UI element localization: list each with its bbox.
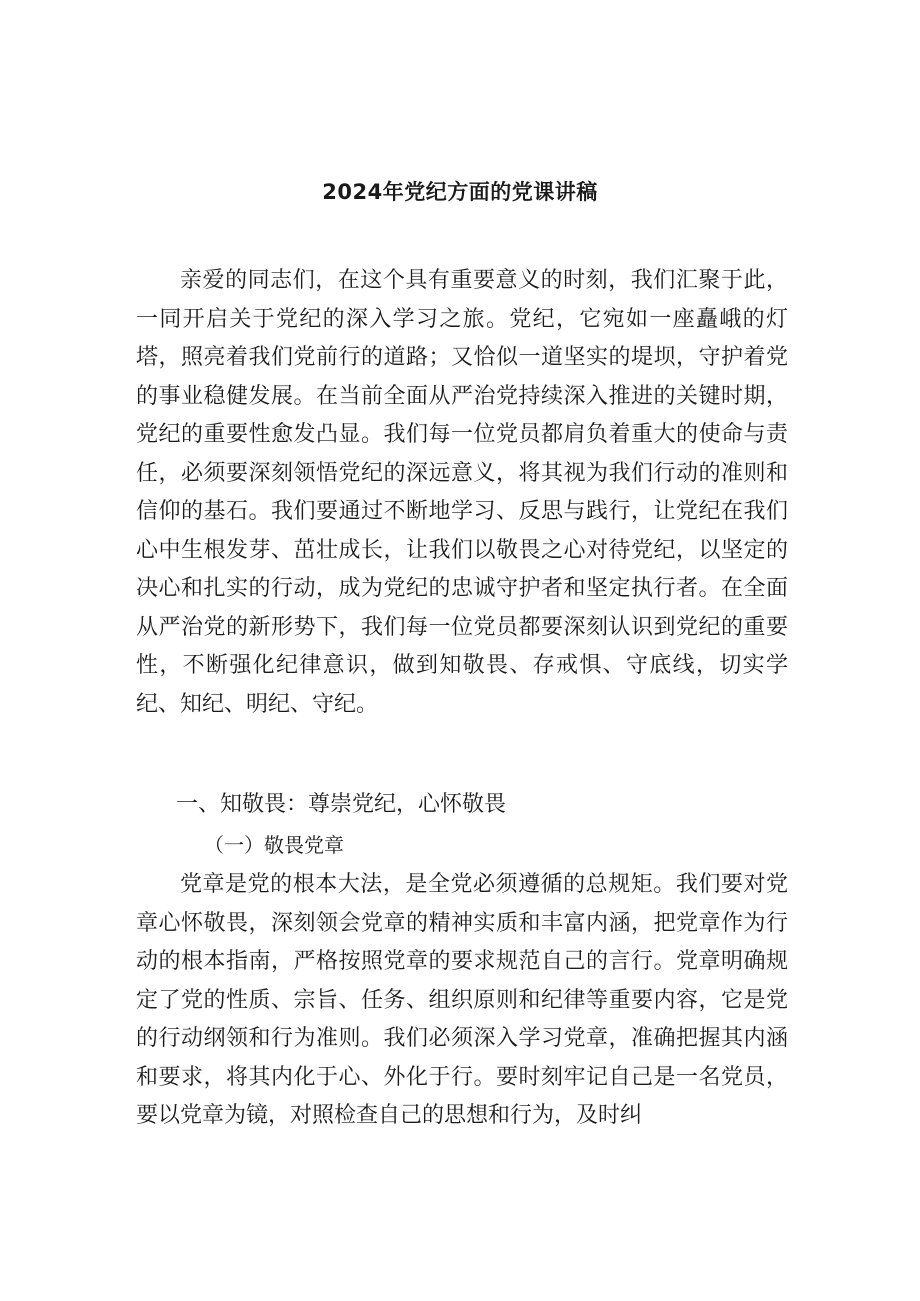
intro-paragraph: 亲爱的同志们，在这个具有重要意义的时刻，我们汇聚于此，一同开启关于党纪的深入学习之旅。党纪，它宛如一座矗峨的灯塔，照亮着我们党前行的道路；又恰似一道坚实的堤坝，守护着党的事业稳健发展。在当前全面从严治党持续深入推进的关键时期，党纪的重要性愈发凸显。我们每一位党员都肩负着重大的使命与责任，必须要深刻领悟党纪的深远意义，将其视为我们行动的准则和信仰的基石。我们要通过不断地学习、反思与践行，让党纪在我们心中生根发芽、茁壮成长，让我们以敬畏之心对待党纪，以坚定的决心和扎实的行动，成为党纪的忠诚守护者和坚定执行者。在全面从严治党的新形势下，我们每一位党员都要深刻认识到党纪的重要性，不断强化纪律意识，做到知敬畏、存戒惧、守底线，切实学纪、知纪、明纪、守纪。 — [136, 268, 788, 717]
document-title: 2024年党纪方面的党课讲稿 — [322, 180, 598, 204]
section-body — [136, 866, 788, 1136]
section-paragraph: 党章是党的根本大法，是全党必须遵循的总规矩。我们要对党章心怀敬畏，深刻领会党章的精神实质和丰富内涵，把党章作为行动的根本指南，严格按照党章的要求规范自己的言行。党章明确规定了党的性质、宗旨、任务、组织原则和纪律等重要内容，它是党的行动纲领和行为准则。我们必须深入学习党章，准确把握其内涵和要求，将其内化于心、外化于行。要时刻牢记自己是一名党员，要以党章为镜，对照检查自己的思想和行为，及时纠 — [136, 872, 788, 1128]
subsection-heading: （一）敬畏党章 — [204, 833, 344, 857]
section-heading: 一、知敬畏：尊崇党纪，心怀敬畏 — [176, 792, 507, 817]
intro-section — [136, 262, 788, 724]
